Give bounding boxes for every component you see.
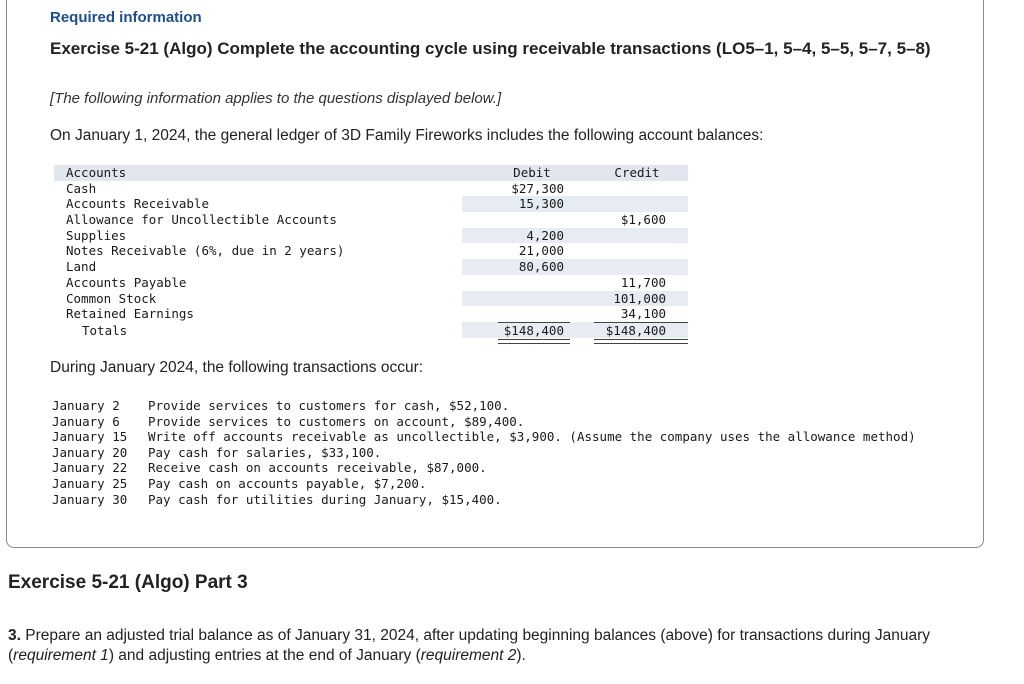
requirement-text-1: Prepare an adjusted trial balance as of January 31, 2024, after updating beginning balances (above) for transactions during January ( (8, 627, 930, 664)
table-row (54, 291, 688, 307)
double-rule-credit (594, 339, 688, 344)
table-row (54, 181, 688, 197)
account-name: Supplies (66, 227, 127, 243)
account-name: Accounts Payable (66, 274, 187, 290)
transaction-text: Provide services to customers on account, $89,400. (148, 413, 525, 429)
table-row (54, 275, 688, 291)
transaction-text: Pay cash on accounts payable, $7,200. (148, 475, 427, 491)
table-row (54, 196, 688, 212)
list-item (52, 445, 952, 461)
account-name: Land (66, 259, 97, 275)
totals-label: Totals (82, 322, 128, 338)
info-note: [The following information applies to the questions displayed below.] (50, 90, 502, 107)
transaction-text: Pay cash for salaries, $33,100. (148, 444, 382, 460)
list-item (52, 492, 952, 508)
account-name: Common Stock (66, 290, 157, 306)
requirement-ref-1: requirement 1 (13, 647, 109, 664)
transaction-date: January 20 (52, 444, 128, 460)
account-name: Retained Earnings (66, 306, 194, 322)
list-item (52, 398, 952, 414)
double-rule-debit (498, 339, 570, 344)
list-item (52, 476, 952, 492)
requirement-ref-2: requirement 2 (420, 647, 517, 664)
debit-value: 21,000 (518, 243, 564, 259)
list-item (52, 414, 952, 430)
transaction-text: Provide services to customers for cash, $52,100. (148, 398, 510, 413)
table-row (54, 228, 688, 244)
totals-debit: $148,400 (503, 322, 564, 338)
transaction-date: January 30 (52, 491, 128, 507)
totals-row (54, 322, 688, 339)
transaction-date: January 22 (52, 460, 128, 476)
credit-value: 101,000 (613, 290, 666, 306)
transaction-text: Pay cash for utilities during January, $15,400. (148, 491, 502, 507)
totals-credit: $148,400 (605, 322, 666, 338)
transaction-date: January 25 (52, 475, 128, 491)
credit-value: $1,600 (620, 212, 666, 228)
credit-value: 34,100 (620, 306, 666, 322)
ledger-intro: On January 1, 2024, the general ledger of 3D Family Fireworks includes the following account balances: (50, 127, 764, 144)
table-row (54, 306, 688, 322)
transaction-date: January 15 (52, 429, 128, 445)
debit-value: 15,300 (518, 196, 564, 212)
requirement-number: 3. (8, 627, 21, 644)
header-credit: Credit (614, 165, 660, 180)
required-information-label: Required information (50, 9, 202, 26)
requirement-text-2: ) and adjusting entries at the end of January ( (108, 647, 421, 664)
transactions-intro: During January 2024, the following transactions occur: (50, 359, 424, 376)
transaction-text: Write off accounts receivable as uncollectible, $3,900. (Assume the company uses the allowance method) (148, 429, 916, 445)
transaction-date: January 6 (52, 413, 120, 429)
account-name: Accounts Receivable (66, 196, 209, 212)
debit-value: 4,200 (526, 227, 564, 243)
debit-value: $27,300 (511, 180, 564, 196)
list-item (52, 429, 952, 445)
part-title: Exercise 5-21 (Algo) Part 3 (8, 572, 248, 593)
table-row (54, 212, 688, 228)
transaction-date: January 2 (52, 398, 120, 413)
credit-value: 11,700 (620, 274, 666, 290)
requirement-3-text (8, 626, 998, 666)
transactions-list (52, 398, 952, 507)
header-accounts: Accounts (66, 165, 127, 180)
account-name: Allowance for Uncollectible Accounts (66, 212, 337, 228)
table-header (54, 165, 688, 181)
table-row (54, 243, 688, 259)
debit-value: 80,600 (518, 259, 564, 275)
header-debit: Debit (513, 165, 551, 180)
list-item (52, 460, 952, 476)
account-name: Notes Receivable (6%, due in 2 years) (66, 243, 345, 259)
requirement-text-3: ). (516, 647, 526, 664)
exercise-title: Exercise 5-21 (Algo) Complete the accounting cycle using receivable transactions (LO5–1, 5–4, 5–5, 5–7, 5–8) (50, 39, 931, 58)
account-name: Cash (66, 180, 97, 196)
table-row (54, 259, 688, 275)
account-balances-table (54, 165, 688, 339)
transaction-text: Receive cash on accounts receivable, $87,000. (148, 460, 487, 476)
